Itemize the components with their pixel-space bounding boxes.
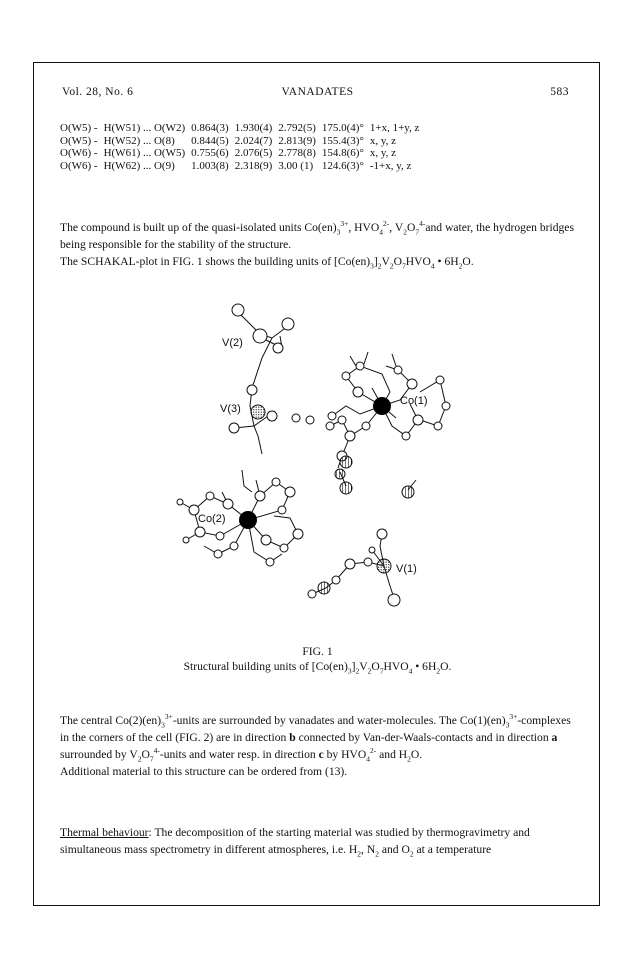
- hbond-row: [60, 122, 425, 135]
- hbond-row: [60, 135, 425, 148]
- running-header-volume: Vol. 28, No. 6: [62, 86, 134, 98]
- hbond-cell-dh: 0.755(6): [191, 147, 229, 159]
- hbond-cell-ang: 175.0(4)°: [321, 122, 364, 134]
- label-co2: Co(2): [198, 513, 226, 525]
- label-v3: V(3): [220, 403, 241, 415]
- hbond-cell-d: O(W5) -: [60, 134, 98, 147]
- hbond-cell-h: H(W51) ... O(W2): [103, 122, 186, 134]
- hbond-row: [60, 160, 425, 173]
- running-header-title: VANADATES: [281, 86, 354, 98]
- label-v1: V(1): [396, 563, 417, 575]
- hbond-row: [60, 147, 425, 160]
- hbond-cell-sym: x, y, z: [369, 134, 397, 147]
- hbond-cell-d: O(W6) -: [60, 159, 98, 172]
- hbond-cell-d: O(W6) -: [60, 147, 98, 159]
- hbond-cell-ha: 2.076(5): [234, 147, 273, 159]
- hbond-cell-d: O(W5) -: [60, 122, 98, 134]
- figure-number: FIG. 1: [302, 645, 333, 658]
- hbond-cell-ha: 2.024(7): [234, 134, 273, 147]
- schakal-structure-plot: [150, 296, 480, 616]
- hbond-cell-sym: 1+x, 1+y, z: [369, 122, 420, 134]
- label-co1: Co(1): [400, 395, 428, 407]
- paragraph-thermal-behaviour: Thermal behaviour: The decomposition of the starting material was studied by thermogravimetry and simultaneous mass spectrometry in different atmospheres, i.e. $H_2$, $N_2$ and $O_2$ at a temperature: [60, 826, 530, 859]
- hbond-cell-ha: 2.318(9): [234, 159, 273, 172]
- hbond-cell-h: H(W52) ... O(8): [103, 134, 175, 147]
- hydrogen-bond-table: [60, 122, 425, 172]
- hbond-cell-dh: 0.844(5): [191, 134, 229, 147]
- hbond-cell-sym: -1+x, y, z: [369, 159, 412, 172]
- hbond-cell-ang: 155.4(3)°: [321, 134, 364, 147]
- hbond-cell-h: H(W61) ... O(W5): [103, 147, 186, 159]
- hbond-cell-dh: 1.003(8): [191, 159, 229, 172]
- hbond-cell-da: 2.792(5): [278, 122, 316, 134]
- section-heading-thermal: Thermal behaviour: [60, 826, 149, 839]
- hbond-cell-da: 3.00 (1): [278, 159, 314, 172]
- hbond-cell-sym: x, y, z: [369, 147, 397, 159]
- hbond-cell-da: 2.813(9): [278, 134, 316, 147]
- hbond-cell-h: H(W62) ... O(9): [103, 159, 175, 172]
- hbond-cell-ang: 124.6(3)°: [321, 159, 364, 172]
- page-number: 583: [550, 86, 569, 98]
- label-v2: V(2): [222, 337, 243, 349]
- hbond-cell-dh: 0.864(3): [191, 122, 229, 134]
- hbond-cell-ha: 1.930(4): [234, 122, 273, 134]
- hbond-cell-da: 2.778(8): [278, 147, 316, 159]
- paragraph-compound-description: The compound is built up of the quasi-isolated units $Co(en)_3^{3+}$, $HVO_4^{2-}$, $V_2O_7^{4-}and$ water, the hydrogen bridges being responsible for the stability of the structure. The SCHAKAL-plot in FIG. 1 shows the building units of $[Co(en)_3]_2V_2O_7HVO_4$ • $6H_2O$.: [60, 219, 574, 271]
- hbond-cell-ang: 154.8(6)°: [321, 147, 364, 159]
- paragraph-structure-environment: The central $Co(2)(en)_3^{3+}$-units are surrounded by vanadates and water-molecules. The $Co(1)(en)_3^{3+}$-complexes in the corners of the cell (FIG. 2) are in direction b connected by Van-der-Waals-contacts and in direction a surrounded by $V_2O_7^{4-}$-units and water resp. in direction c by $HVO_4^{2-}$ and $H_2O$. Additional material to this structure can be ordered from (13).: [60, 712, 571, 778]
- figure-caption: Structural building units of $[Co(en)_3]_2V_2O_7HVO_4$ • $6H_2O$.: [183, 660, 452, 676]
